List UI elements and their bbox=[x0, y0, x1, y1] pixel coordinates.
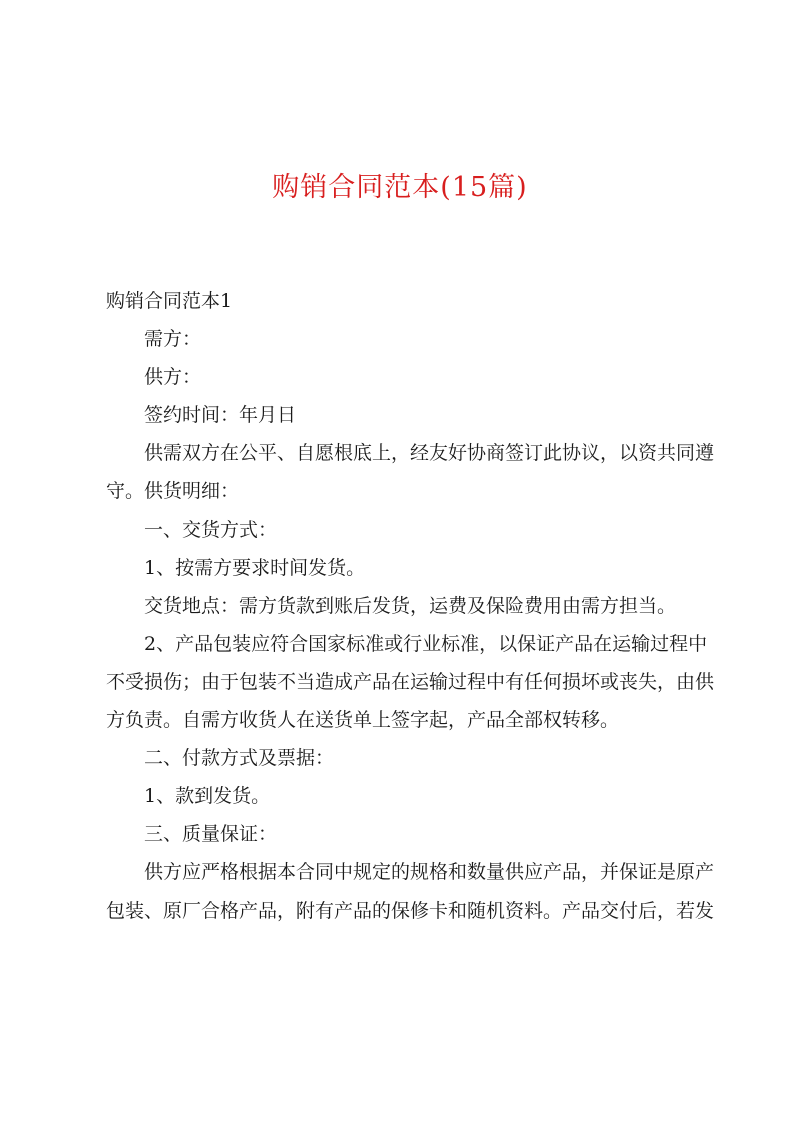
section-heading: 购销合同范本1 bbox=[106, 290, 233, 312]
document-title: 购销合同范本(15篇) bbox=[272, 172, 528, 203]
paragraph-line: 三、质量保证： bbox=[144, 823, 278, 846]
paragraph-line: 一、交货方式： bbox=[144, 518, 278, 541]
paragraph-line: 不受损伤；由于包装不当造成产品在运输过程中有任何损坏或丧失，由供 bbox=[106, 670, 715, 693]
paragraph-line: 供需双方在公平、自愿根底上，经友好协商签订此协议，以资共同遵 bbox=[144, 442, 715, 465]
paragraph-line: 2、产品包装应符合国家标准或行业标准，以保证产品在运输过程中 bbox=[144, 632, 708, 655]
paragraph-line: 二、付款方式及票据： bbox=[144, 747, 335, 770]
paragraph-line: 包装、原厂合格产品，附有产品的保修卡和随机资料。产品交付后，若发 bbox=[106, 899, 715, 922]
document-body bbox=[106, 282, 715, 930]
paragraph-line: 交货地点：需方货款到账后发货，运费及保险费用由需方担当。 bbox=[144, 594, 677, 617]
paragraph-line: 守。供货明细： bbox=[106, 480, 240, 503]
paragraph-line: 需方： bbox=[144, 328, 202, 351]
paragraph-line: 方负责。自需方收货人在送货单上签字起，产品全部权转移。 bbox=[106, 709, 620, 732]
paragraph-line: 签约时间：年月日 bbox=[144, 404, 297, 427]
paragraph-line: 1、按需方要求时间发货。 bbox=[144, 556, 366, 579]
paragraph-line: 供方应严格根据本合同中规定的规格和数量供应产品，并保证是原产 bbox=[144, 861, 715, 884]
paragraph-line: 1、款到发货。 bbox=[144, 785, 271, 808]
paragraph-line: 供方： bbox=[144, 366, 202, 389]
